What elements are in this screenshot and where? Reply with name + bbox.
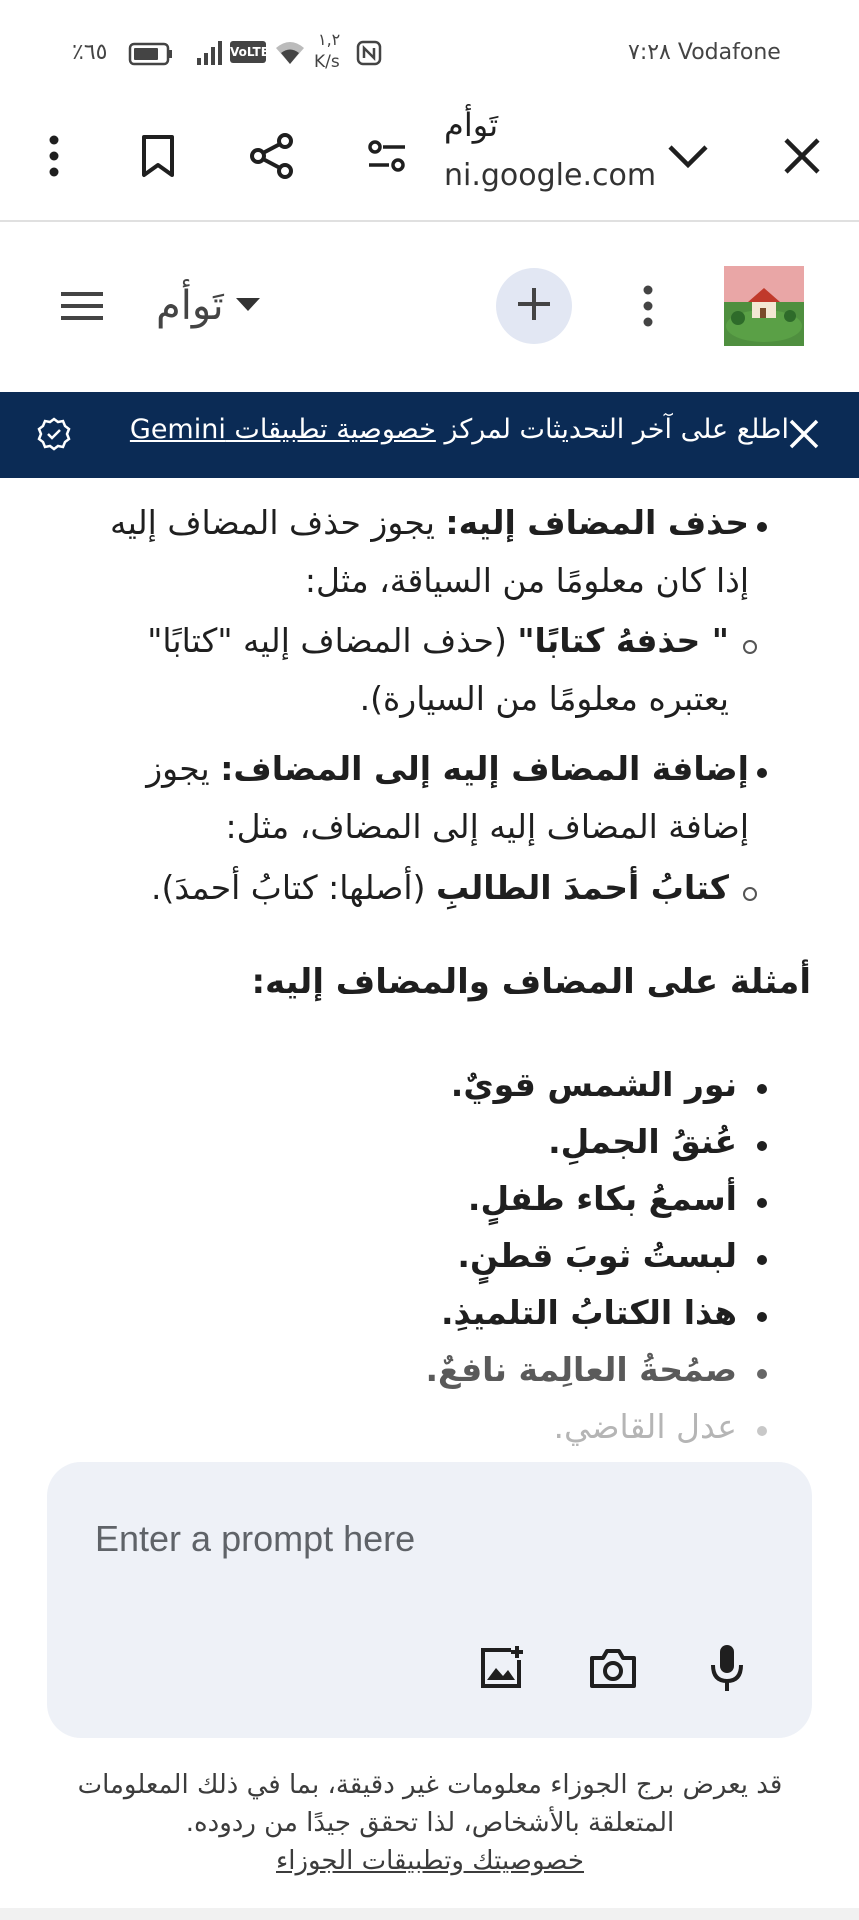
example-item: صمُحةُ العالِمة نافعٌ. [425, 1350, 737, 1389]
battery-icon [128, 42, 174, 70]
bullet-dot [757, 1141, 767, 1151]
microphone-icon[interactable] [697, 1638, 757, 1698]
speed-bottom: K/s [314, 52, 340, 72]
bullet-dot [757, 1369, 767, 1379]
bookmark-icon[interactable] [134, 128, 182, 184]
sub-item-bold: كتابُ أحمدَ الطالبِ [435, 868, 729, 907]
close-icon[interactable] [774, 128, 830, 184]
bottom-divider [0, 1908, 859, 1920]
camera-icon[interactable] [583, 1638, 643, 1698]
caret-down-icon [236, 297, 260, 316]
battery-percent: ٪٦٥ [72, 40, 108, 65]
disclaimer-footer [40, 1766, 820, 1880]
banner-privacy-link[interactable]: خصوصية تطبيقات Gemini [129, 414, 436, 445]
bullet-dot [757, 1084, 767, 1094]
bullet-dot [757, 1255, 767, 1265]
new-chat-button[interactable] [496, 268, 572, 344]
more-options-icon[interactable] [624, 278, 672, 334]
example-item: عدل القاضي. [553, 1407, 737, 1446]
app-title: تَوأم [156, 283, 224, 329]
time-carrier: ٧:٢٨ Vodafone [628, 40, 781, 65]
bullet-dot [757, 1198, 767, 1208]
status-bar [0, 0, 859, 100]
list-item [79, 494, 779, 610]
wifi-icon [274, 40, 306, 70]
example-item: لبستُ ثوبَ قطنٍ. [457, 1236, 737, 1275]
example-item: هذا الكتابُ التلميذِ. [441, 1293, 737, 1332]
response-content [0, 478, 859, 1468]
bullet-dot [757, 1312, 767, 1322]
examples-heading: أمثلة على المضاف والمضاف إليه: [251, 962, 811, 1002]
item-bold: حذف المضاف إليه: [445, 503, 749, 542]
disclaimer-text: قد يعرض برج الجوزاء معلومات غير دقيقة، بما في ذلك المعلومات المتعلقة بالأشخاص، لذا تحقق جيدًا من ردوده. [77, 1770, 783, 1838]
page-info-icon[interactable] [362, 128, 412, 184]
sub-list-item [89, 859, 729, 917]
privacy-banner [0, 392, 859, 478]
avatar[interactable] [724, 266, 804, 346]
speed-top: ١,٢ [318, 30, 341, 49]
sub-item-text: (حذف المضاف إليه "كتابًا" يعتبره معلومًا من السيارة). [147, 621, 729, 718]
hollow-bullet [743, 640, 757, 654]
sub-item-bold: " حذفهُ كتابًا" [517, 621, 729, 660]
add-image-icon[interactable] [471, 1638, 531, 1698]
privacy-link[interactable]: خصوصيتك وتطبيقات الجوزاء [276, 1846, 584, 1876]
item-bold: إضافة المضاف إليه إلى المضاف: [220, 749, 749, 788]
volte-icon: VoLTE [230, 41, 266, 63]
chevron-down-icon[interactable] [660, 128, 716, 184]
example-item: نور الشمس قويٌ. [450, 1065, 737, 1104]
app-bar [0, 222, 859, 392]
prompt-input-card [47, 1462, 812, 1738]
hollow-bullet [743, 887, 757, 901]
verified-badge-icon [36, 416, 72, 452]
bullet-dot [757, 1426, 767, 1436]
item-text: يجوز إضافة المضاف إليه إلى المضاف، مثل: [146, 749, 749, 846]
sub-item-text: (أصلها: كتابُ أحمدَ). [150, 868, 436, 907]
example-item: عُنقُ الجملِ. [548, 1122, 737, 1161]
page-title: تَوأم [444, 106, 499, 144]
banner-text [130, 414, 789, 445]
more-vert-icon[interactable] [30, 128, 78, 184]
plus-icon [516, 286, 552, 326]
page-url[interactable]: ni.google.com [444, 158, 657, 193]
sub-list-item [129, 612, 729, 728]
prompt-input[interactable]: Enter a prompt here [95, 1518, 416, 1559]
custom-tab-toolbar [0, 100, 859, 222]
hamburger-icon[interactable] [52, 278, 112, 334]
share-icon[interactable] [244, 126, 300, 186]
nfc-icon [356, 40, 382, 70]
list-item [79, 740, 779, 856]
banner-prefix: اطلع على آخر التحديثات لمركز [435, 414, 789, 445]
example-item: أسمعُ بكاء طفلٍ. [467, 1179, 737, 1218]
signal-icon [196, 40, 224, 70]
item-text: يجوز حذف المضاف إليه إذا كان معلومًا من السياقة، مثل: [109, 503, 749, 600]
app-title-dropdown[interactable] [156, 278, 260, 334]
